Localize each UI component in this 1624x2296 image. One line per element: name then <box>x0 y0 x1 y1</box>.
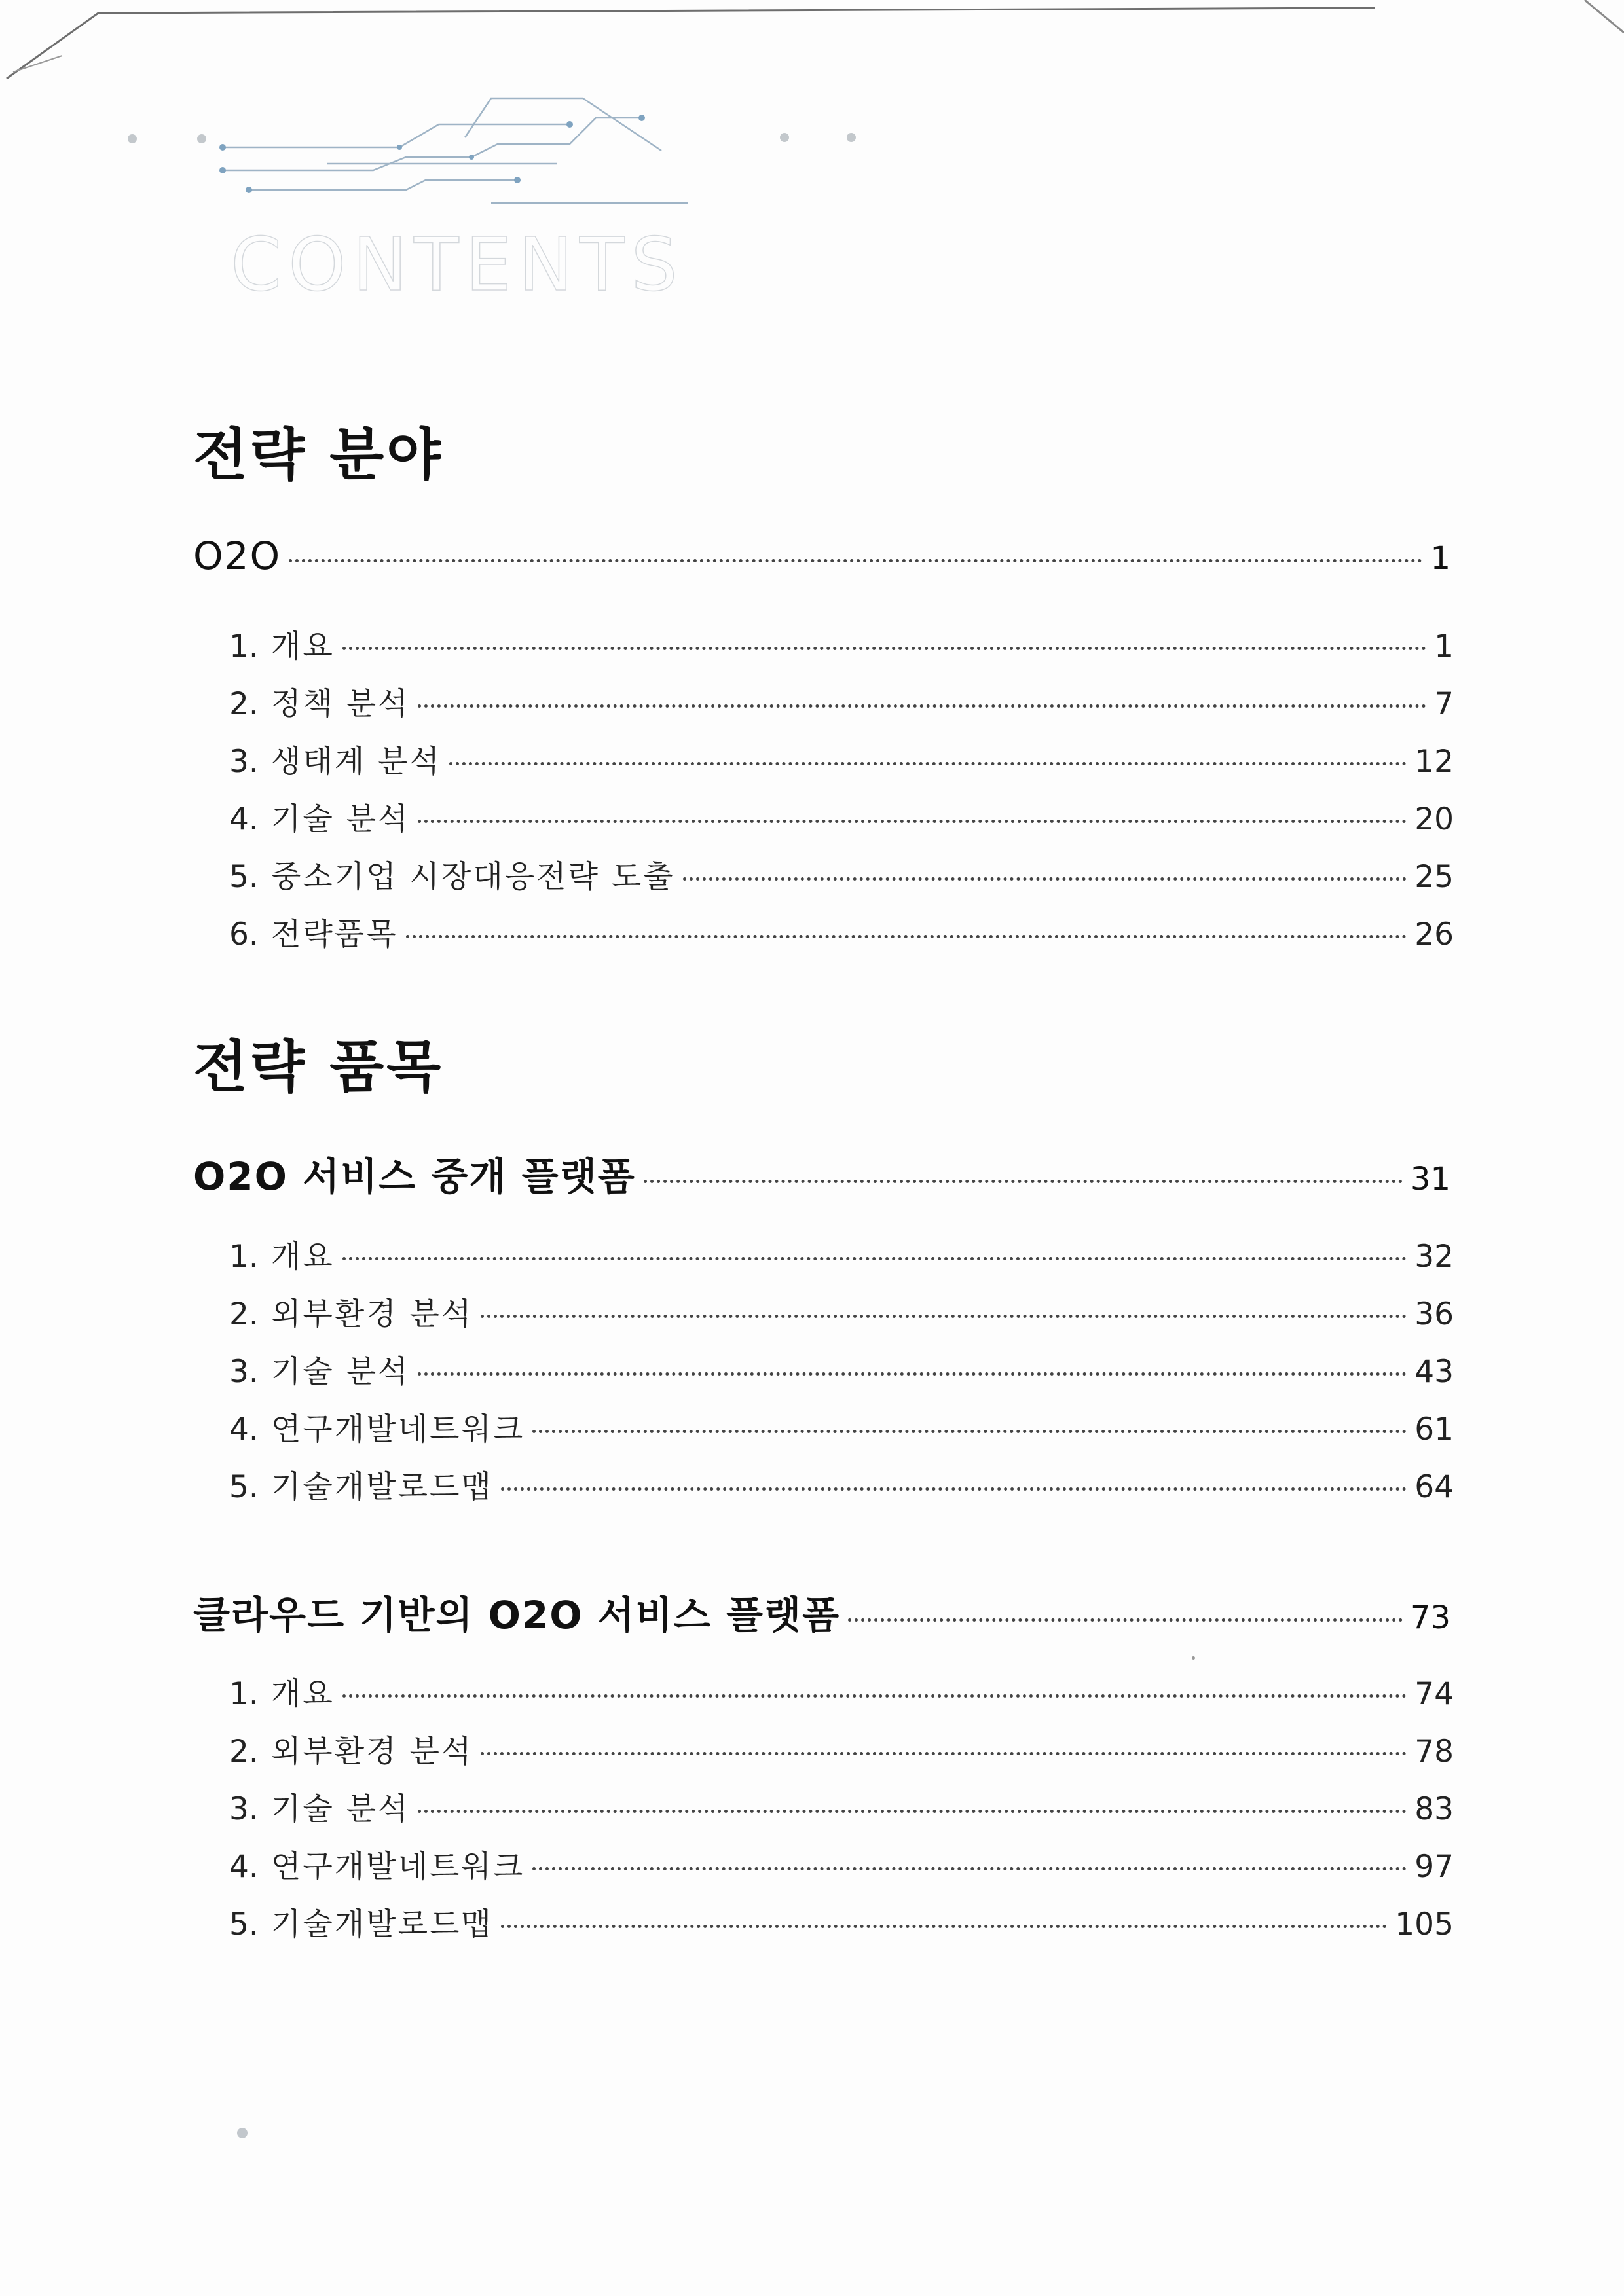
toc-item[interactable] <box>229 680 1454 727</box>
scan-speck <box>237 2128 248 2138</box>
toc-page-number: 97 <box>1414 1849 1454 1885</box>
toc-page-number: 1 <box>1430 540 1450 577</box>
section-title-strategic-field: 전략 분야 <box>193 422 444 488</box>
toc-item[interactable] <box>229 795 1454 842</box>
toc-heading-o2o-brokerage-platform[interactable] <box>193 1146 1450 1199</box>
toc-item[interactable] <box>229 1785 1454 1832</box>
toc-heading-cloud-o2o-platform[interactable] <box>193 1584 1450 1637</box>
toc-page-number: 43 <box>1414 1354 1454 1390</box>
dot-leader <box>342 1257 1407 1260</box>
toc-item-label: 기술개발로드맵 <box>271 1469 493 1505</box>
dot-leader <box>848 1618 1403 1622</box>
toc-item-number: 3. <box>229 1354 259 1390</box>
dot-leader <box>481 1315 1407 1318</box>
toc-page-number: 83 <box>1414 1791 1454 1827</box>
dot-leader <box>481 1752 1407 1755</box>
dot-leader <box>289 559 1422 562</box>
dot-leader <box>501 1925 1387 1928</box>
dot-leader <box>418 1810 1407 1813</box>
toc-page-number: 64 <box>1414 1469 1454 1505</box>
toc-item-label: 외부환경 분석 <box>271 1734 473 1770</box>
toc-item-label: 연구개발네트워크 <box>271 1412 525 1448</box>
toc-page-number: 7 <box>1434 686 1454 722</box>
toc-item-label: 외부환경 분석 <box>271 1296 473 1332</box>
dot-leader <box>532 1430 1407 1433</box>
toc-page-number: 32 <box>1414 1239 1454 1275</box>
toc-item-label: 기술 분석 <box>271 1791 410 1827</box>
toc-item-number: 1. <box>229 1239 259 1275</box>
toc-item-number: 4. <box>229 1849 259 1885</box>
toc-item-number: 2. <box>229 1734 259 1770</box>
toc-heading-o2o[interactable] <box>193 534 1450 581</box>
dot-leader <box>342 1694 1407 1698</box>
toc-item[interactable] <box>229 1463 1454 1510</box>
toc-item-label: 기술 분석 <box>271 1354 410 1390</box>
toc-heading-label: O2O <box>193 534 282 578</box>
toc-item-number: 3. <box>229 744 259 780</box>
toc-item-number: 1. <box>229 629 259 665</box>
contents-watermark: CONTENTS <box>231 223 684 308</box>
section-title-strategic-items: 전략 품목 <box>193 1034 444 1100</box>
toc-item-number: 5. <box>229 859 259 895</box>
toc-item-label: 정책 분석 <box>271 686 410 722</box>
toc-item[interactable] <box>229 1669 1454 1717</box>
toc-page-number: 31 <box>1410 1161 1450 1197</box>
toc-item[interactable] <box>229 1347 1454 1394</box>
toc-page-number: 61 <box>1414 1412 1454 1448</box>
dot-leader <box>418 1372 1407 1376</box>
toc-item-label: 생태계 분석 <box>271 744 441 780</box>
toc-item[interactable] <box>229 1727 1454 1774</box>
toc-item-label: 개요 <box>271 629 335 665</box>
toc-item-number: 2. <box>229 686 259 722</box>
toc-item[interactable] <box>229 737 1454 784</box>
toc-page-number: 105 <box>1395 1906 1454 1942</box>
toc-item[interactable] <box>229 1290 1454 1337</box>
toc-item-number: 1. <box>229 1676 259 1712</box>
toc-page-number: 26 <box>1414 917 1454 953</box>
toc-item-number: 5. <box>229 1906 259 1942</box>
dot-leader <box>532 1867 1407 1870</box>
toc-item-label: 개요 <box>271 1239 335 1275</box>
toc-item-label: 개요 <box>271 1676 335 1712</box>
toc-page-number: 25 <box>1414 859 1454 895</box>
toc-item-number: 5. <box>229 1469 259 1505</box>
toc-item-number: 4. <box>229 801 259 837</box>
toc-page-number: 1 <box>1434 629 1454 665</box>
toc-item[interactable] <box>229 1900 1454 1947</box>
dot-leader <box>683 877 1407 881</box>
toc-item[interactable] <box>229 1842 1454 1889</box>
toc-item-label: 연구개발네트워크 <box>271 1849 525 1885</box>
toc-page-number: 12 <box>1414 744 1454 780</box>
toc-item-label: 기술 분석 <box>271 801 410 837</box>
dot-leader <box>501 1487 1407 1491</box>
toc-item-number: 3. <box>229 1791 259 1827</box>
dot-leader <box>418 820 1407 823</box>
dot-leader <box>406 935 1407 938</box>
toc-item[interactable] <box>229 622 1454 669</box>
toc-item[interactable] <box>229 1405 1454 1452</box>
scan-speck <box>1192 1656 1195 1660</box>
toc-item[interactable] <box>229 852 1454 900</box>
dot-leader <box>449 762 1407 765</box>
toc-page-number: 78 <box>1414 1734 1454 1770</box>
toc-page-number: 36 <box>1414 1296 1454 1332</box>
toc-item-number: 2. <box>229 1296 259 1332</box>
toc-item-number: 4. <box>229 1412 259 1448</box>
dot-leader <box>644 1180 1403 1183</box>
toc-item-label: 기술개발로드맵 <box>271 1906 493 1942</box>
toc-page-number: 73 <box>1410 1599 1450 1636</box>
toc-item-number: 6. <box>229 917 259 953</box>
toc-heading-label: O2O 서비스 중개 플랫폼 <box>193 1154 636 1199</box>
toc-heading-label: 클라우드 기반의 O2O 서비스 플랫폼 <box>193 1593 841 1637</box>
toc-item[interactable] <box>229 910 1454 957</box>
toc-item[interactable] <box>229 1232 1454 1279</box>
toc-page-number: 20 <box>1414 801 1454 837</box>
toc-item-label: 전략품목 <box>271 917 398 953</box>
dot-leader <box>342 647 1426 650</box>
toc-page-number: 74 <box>1414 1676 1454 1712</box>
toc-item-label: 중소기업 시장대응전략 도출 <box>271 859 675 895</box>
dot-leader <box>418 704 1427 708</box>
